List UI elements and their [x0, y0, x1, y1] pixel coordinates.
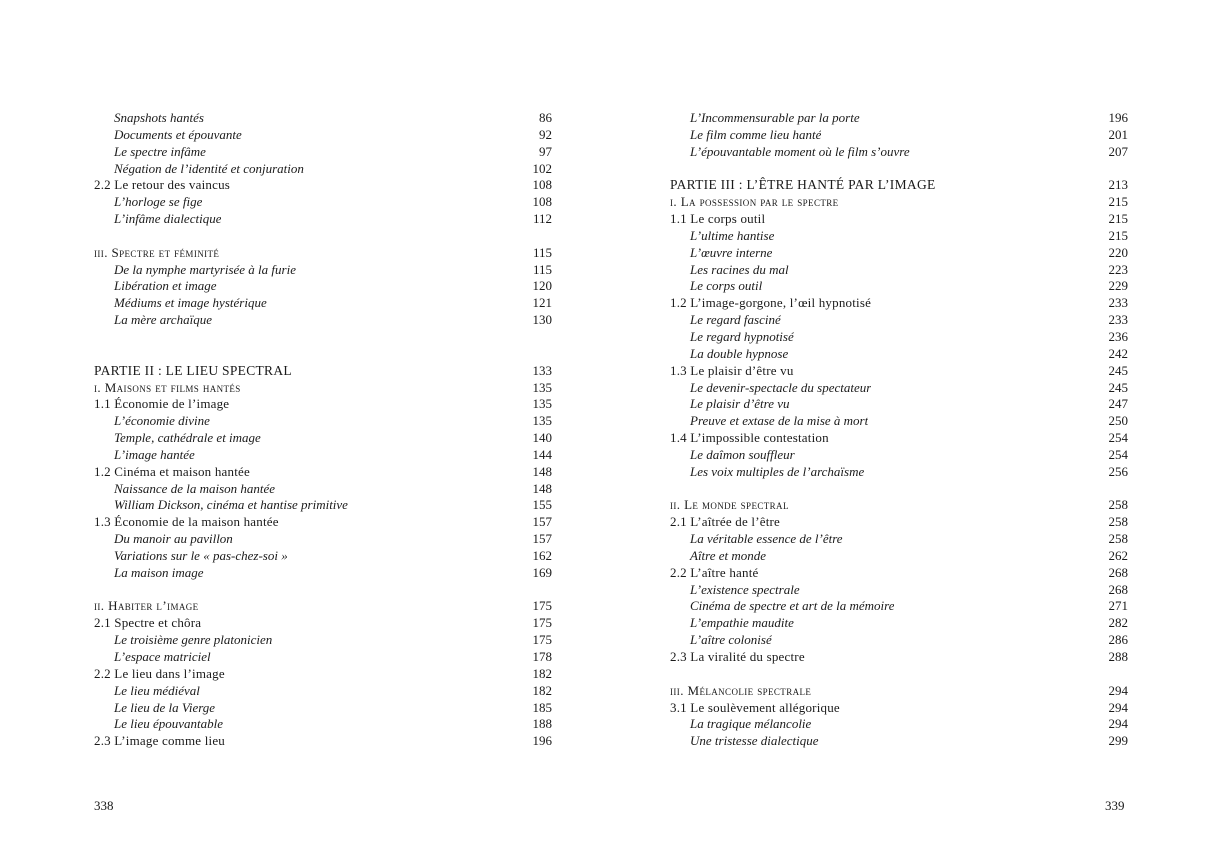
toc-entry-title: Variations sur le « pas-chez-soi »	[114, 547, 288, 563]
toc-entry-title: L’espace matriciel	[114, 649, 211, 664]
toc-entry-page: 201	[1108, 126, 1128, 142]
toc-entry-page: 92	[539, 126, 552, 142]
toc-spacer	[94, 228, 552, 245]
toc-entry-title: De la nymphe martyrisée à la furie	[114, 261, 296, 277]
toc-subentry	[670, 531, 1128, 548]
toc-entry-page: 162	[532, 547, 552, 563]
toc-entry-title: L’existence spectrale	[690, 581, 800, 597]
toc-entry-title: Du manoir au pavillon	[114, 531, 233, 547]
toc-part-heading	[94, 363, 552, 380]
toc-subentry	[94, 716, 552, 733]
toc-subentry	[94, 447, 552, 464]
toc-subentry	[670, 346, 1128, 363]
toc-subentry	[94, 194, 552, 211]
toc-chapter	[670, 194, 1128, 211]
toc-subentry	[94, 565, 552, 582]
toc-subentry	[670, 447, 1128, 464]
toc-entry-page: 135	[532, 413, 552, 429]
left-page-number: 338	[94, 798, 114, 813]
toc-entry-title: La mère archaïque	[114, 312, 212, 328]
toc-chapter	[94, 245, 552, 262]
toc-section	[94, 464, 552, 481]
toc-section	[94, 666, 552, 683]
toc-entry-page: 236	[1108, 328, 1128, 344]
toc-entry-title: Le lieu épouvantable	[114, 716, 224, 732]
toc-entry-title: L’infâme dialectique	[114, 211, 222, 227]
toc-entry-page: 140	[532, 430, 552, 446]
toc-entry-page: 294	[1108, 699, 1128, 715]
toc-entry-title: 2.2 L’aître hanté	[670, 564, 759, 580]
toc-entry-page: 299	[1108, 733, 1128, 749]
toc-entry-title: 1.2 Cinéma et maison hantée	[94, 463, 250, 479]
toc-entry-title: PARTIE III : L’ÊTRE HANTÉ PAR L’IMAGE	[670, 177, 936, 193]
toc-entry-title: Documents et épouvante	[114, 126, 242, 142]
toc-entry-title: Le corps outil	[690, 278, 763, 294]
toc-section	[670, 649, 1128, 666]
toc-subentry	[670, 278, 1128, 295]
toc-entry-page: 258	[1108, 531, 1128, 547]
toc-entry-title: iii. Mélancolie spectrale	[670, 682, 812, 698]
toc-entry-page: 207	[1108, 143, 1128, 159]
toc-entry-title: Le devenir-spectacle du spectateur	[690, 379, 872, 395]
toc-subentry	[670, 716, 1128, 733]
toc-entry-title: Négation de l’identité et conjuration	[114, 160, 304, 176]
toc-subentry	[94, 278, 552, 295]
toc-entry-page: 271	[1108, 598, 1128, 614]
toc-entry-page: 178	[532, 649, 552, 664]
toc-subentry	[670, 144, 1128, 161]
toc-entry-page: 182	[532, 665, 552, 681]
toc-entry-title: Une tristesse dialectique	[690, 733, 819, 749]
toc-entry-page: 215	[1108, 194, 1128, 210]
toc-entry-title: L’image hantée	[114, 446, 195, 462]
toc-entry-page: 233	[1108, 295, 1128, 311]
toc-subentry	[94, 700, 552, 717]
toc-subentry	[670, 413, 1128, 430]
toc-entry-title: 3.1 Le soulèvement allégorique	[670, 699, 840, 715]
toc-entry-page: 245	[1108, 379, 1128, 395]
toc-subentry	[670, 582, 1128, 599]
toc-entry-page: 102	[532, 160, 552, 176]
toc-entry-title: 1.1 Le corps outil	[670, 211, 766, 227]
toc-entry-title: Aître et monde	[690, 547, 767, 563]
toc-entry-title: Le regard hypnotisé	[690, 328, 794, 344]
toc-entry-page: 254	[1108, 446, 1128, 462]
toc-subentry	[94, 531, 552, 548]
toc-entry-title: ii. Le monde spectral	[670, 497, 789, 513]
toc-entry-title: Le troisième genre platonicien	[114, 632, 273, 648]
toc-subentry	[94, 312, 552, 329]
toc-entry-title: 1.2 L’image-gorgone, l’œil hypnotisé	[670, 295, 872, 311]
toc-entry-title: Snapshots hantés	[114, 110, 204, 125]
toc-entry-title: iii. Spectre et féminité	[94, 244, 220, 260]
toc-entry-page: 223	[1108, 261, 1128, 277]
toc-entry-title: 2.3 La viralité du spectre	[670, 649, 805, 664]
toc-entry-title: 2.2 Le retour des vaincus	[94, 177, 231, 193]
toc-section	[670, 700, 1128, 717]
toc-subentry	[670, 329, 1128, 346]
toc-entry-title: Le regard fasciné	[690, 312, 781, 328]
toc-section	[94, 733, 552, 750]
toc-entry-page: 175	[532, 615, 552, 631]
toc-entry-title: Naissance de la maison hantée	[114, 480, 276, 496]
toc-entry-page: 108	[532, 194, 552, 210]
toc-entry-title: L’empathie maudite	[690, 615, 794, 631]
toc-subentry	[94, 144, 552, 161]
toc-entry-title: 1.3 Le plaisir d’être vu	[670, 362, 794, 378]
toc-entry-page: 185	[532, 699, 552, 715]
toc-subentry	[670, 733, 1128, 750]
toc-section	[670, 430, 1128, 447]
toc-entry-page: 294	[1108, 682, 1128, 698]
toc-entry-page: 115	[532, 261, 552, 277]
toc-entry-page: 294	[1108, 716, 1128, 732]
toc-entry-title: Preuve et extase de la mise à mort	[690, 413, 869, 429]
toc-entry-page: 130	[532, 312, 552, 328]
left-page-toc	[94, 110, 552, 750]
toc-entry-page: 268	[1108, 581, 1128, 597]
toc-entry-title: PARTIE II : LE LIEU SPECTRAL	[94, 362, 292, 378]
toc-entry-page: 247	[1108, 396, 1128, 412]
toc-entry-title: Le film comme lieu hanté	[690, 126, 822, 142]
toc-entry-page: 286	[1108, 632, 1128, 648]
toc-entry-title: ii. Habiter l’image	[94, 598, 199, 614]
toc-chapter	[94, 380, 552, 397]
toc-entry-page: 220	[1108, 244, 1128, 260]
toc-section	[94, 615, 552, 632]
toc-entry-page: 196	[1108, 110, 1128, 125]
toc-entry-title: 2.1 L’aîtrée de l’être	[670, 514, 781, 530]
toc-entry-title: Le plaisir d’être vu	[690, 396, 790, 412]
toc-entry-title: L’épouvantable moment où le film s’ouvre	[690, 143, 910, 159]
toc-entry-page: 121	[532, 295, 552, 311]
toc-subentry	[94, 632, 552, 649]
toc-chapter	[94, 598, 552, 615]
toc-entry-page: 250	[1108, 413, 1128, 429]
toc-entry-title: 1.4 L’impossible contestation	[670, 430, 829, 446]
toc-entry-title: 2.1 Spectre et chôra	[94, 615, 202, 631]
toc-part-heading	[670, 177, 1128, 194]
toc-section	[670, 565, 1128, 582]
right-page-number: 339	[1105, 798, 1125, 813]
toc-entry-title: 2.2 Le lieu dans l’image	[94, 665, 225, 681]
toc-subentry	[670, 396, 1128, 413]
toc-entry-title: La maison image	[114, 564, 204, 580]
toc-subentry	[670, 245, 1128, 262]
toc-spacer	[94, 582, 552, 599]
toc-entry-page: 86	[539, 110, 552, 125]
toc-entry-title: L’ultime hantise	[690, 227, 775, 243]
toc-entry-title: i. La possession par le spectre	[670, 194, 839, 210]
toc-subentry	[94, 262, 552, 279]
toc-entry-title: Le daîmon souffleur	[690, 446, 795, 462]
toc-entry-page: 120	[532, 278, 552, 294]
toc-entry-page: 97	[539, 143, 552, 159]
toc-entry-page: 148	[532, 480, 552, 496]
toc-entry-page: 157	[532, 514, 552, 530]
toc-entry-page: 268	[1108, 564, 1128, 580]
toc-section	[670, 363, 1128, 380]
toc-entry-page: 157	[532, 531, 552, 547]
toc-entry-page: 135	[532, 396, 552, 412]
toc-subentry	[94, 110, 552, 127]
toc-entry-title: Cinéma de spectre et art de la mémoire	[690, 598, 895, 614]
toc-entry-page: 258	[1108, 514, 1128, 530]
toc-spacer	[670, 666, 1128, 683]
toc-entry-title: L’horloge se fige	[114, 194, 203, 210]
toc-entry-title: Les voix multiples de l’archaïsme	[690, 463, 865, 479]
toc-entry-page: 245	[1108, 362, 1128, 378]
toc-entry-page: 254	[1108, 430, 1128, 446]
toc-chapter	[670, 497, 1128, 514]
toc-entry-page: 288	[1108, 649, 1128, 664]
toc-entry-title: Le lieu de la Vierge	[114, 699, 216, 715]
toc-entry-title: Les racines du mal	[690, 261, 789, 277]
toc-subentry	[670, 380, 1128, 397]
toc-entry-title: Le lieu médiéval	[114, 682, 200, 698]
toc-spacer	[670, 161, 1128, 178]
toc-entry-page: 108	[532, 177, 552, 193]
toc-entry-title: L’économie divine	[114, 413, 210, 429]
toc-subentry	[670, 127, 1128, 144]
toc-entry-page: 215	[1108, 211, 1128, 227]
toc-entry-page: 115	[532, 244, 552, 260]
toc-entry-title: Libération et image	[114, 278, 217, 294]
toc-entry-page: 112	[532, 211, 552, 227]
toc-entry-page: 188	[532, 716, 552, 732]
toc-subentry	[670, 110, 1128, 127]
toc-entry-page: 282	[1108, 615, 1128, 631]
right-page-toc	[670, 110, 1128, 750]
toc-entry-page: 262	[1108, 547, 1128, 563]
toc-entry-page: 148	[532, 463, 552, 479]
toc-entry-page: 175	[532, 632, 552, 648]
toc-spacer	[670, 481, 1128, 498]
toc-spacer	[94, 346, 552, 363]
toc-entry-page: 182	[532, 682, 552, 698]
toc-subentry	[670, 312, 1128, 329]
toc-subentry	[670, 632, 1128, 649]
toc-entry-title: i. Maisons et films hantés	[94, 379, 241, 395]
toc-subentry	[670, 548, 1128, 565]
toc-subentry	[94, 683, 552, 700]
toc-entry-title: L’aître colonisé	[690, 632, 772, 648]
toc-section	[670, 514, 1128, 531]
toc-entry-page: 215	[1108, 227, 1128, 243]
toc-entry-title: La tragique mélancolie	[690, 716, 812, 732]
toc-subentry	[670, 262, 1128, 279]
toc-entry-page: 258	[1108, 497, 1128, 513]
toc-subentry	[94, 481, 552, 498]
toc-entry-page: 155	[532, 497, 552, 513]
toc-chapter	[670, 683, 1128, 700]
toc-subentry	[94, 211, 552, 228]
toc-subentry	[94, 497, 552, 514]
toc-entry-page: 233	[1108, 312, 1128, 328]
toc-entry-title: La véritable essence de l’être	[690, 531, 843, 547]
toc-entry-page: 135	[532, 379, 552, 395]
toc-entry-page: 213	[1108, 177, 1128, 193]
toc-subentry	[670, 228, 1128, 245]
toc-entry-title: Le spectre infâme	[114, 143, 206, 159]
toc-entry-title: L’œuvre interne	[690, 244, 773, 260]
toc-section	[94, 177, 552, 194]
toc-entry-page: 229	[1108, 278, 1128, 294]
toc-entry-page: 169	[532, 564, 552, 580]
toc-subentry	[94, 295, 552, 312]
toc-section	[94, 514, 552, 531]
toc-entry-title: La double hypnose	[690, 345, 789, 361]
toc-entry-title: 2.3 L’image comme lieu	[94, 733, 225, 749]
toc-subentry	[94, 430, 552, 447]
toc-subentry	[670, 615, 1128, 632]
toc-subentry	[94, 161, 552, 178]
toc-section	[94, 396, 552, 413]
toc-subentry	[94, 127, 552, 144]
toc-entry-page: 133	[532, 362, 552, 378]
toc-entry-page: 256	[1108, 463, 1128, 479]
toc-section	[670, 211, 1128, 228]
toc-entry-title: Temple, cathédrale et image	[114, 430, 261, 446]
toc-entry-page: 175	[532, 598, 552, 614]
toc-subentry	[94, 413, 552, 430]
toc-entry-title: L’Incommensurable par la porte	[690, 110, 860, 125]
toc-section	[670, 295, 1128, 312]
toc-entry-title: William Dickson, cinéma et hantise primitive	[114, 497, 348, 513]
toc-entry-page: 242	[1108, 345, 1128, 361]
toc-entry-title: 1.1 Économie de l’image	[94, 396, 230, 412]
toc-entry-page: 144	[532, 446, 552, 462]
toc-subentry	[94, 649, 552, 666]
toc-subentry	[670, 598, 1128, 615]
toc-subentry	[670, 464, 1128, 481]
toc-spacer	[94, 329, 552, 346]
toc-entry-page: 196	[532, 733, 552, 749]
toc-entry-title: 1.3 Économie de la maison hantée	[94, 514, 279, 530]
toc-entry-title: Médiums et image hystérique	[114, 295, 267, 311]
toc-subentry	[94, 548, 552, 565]
